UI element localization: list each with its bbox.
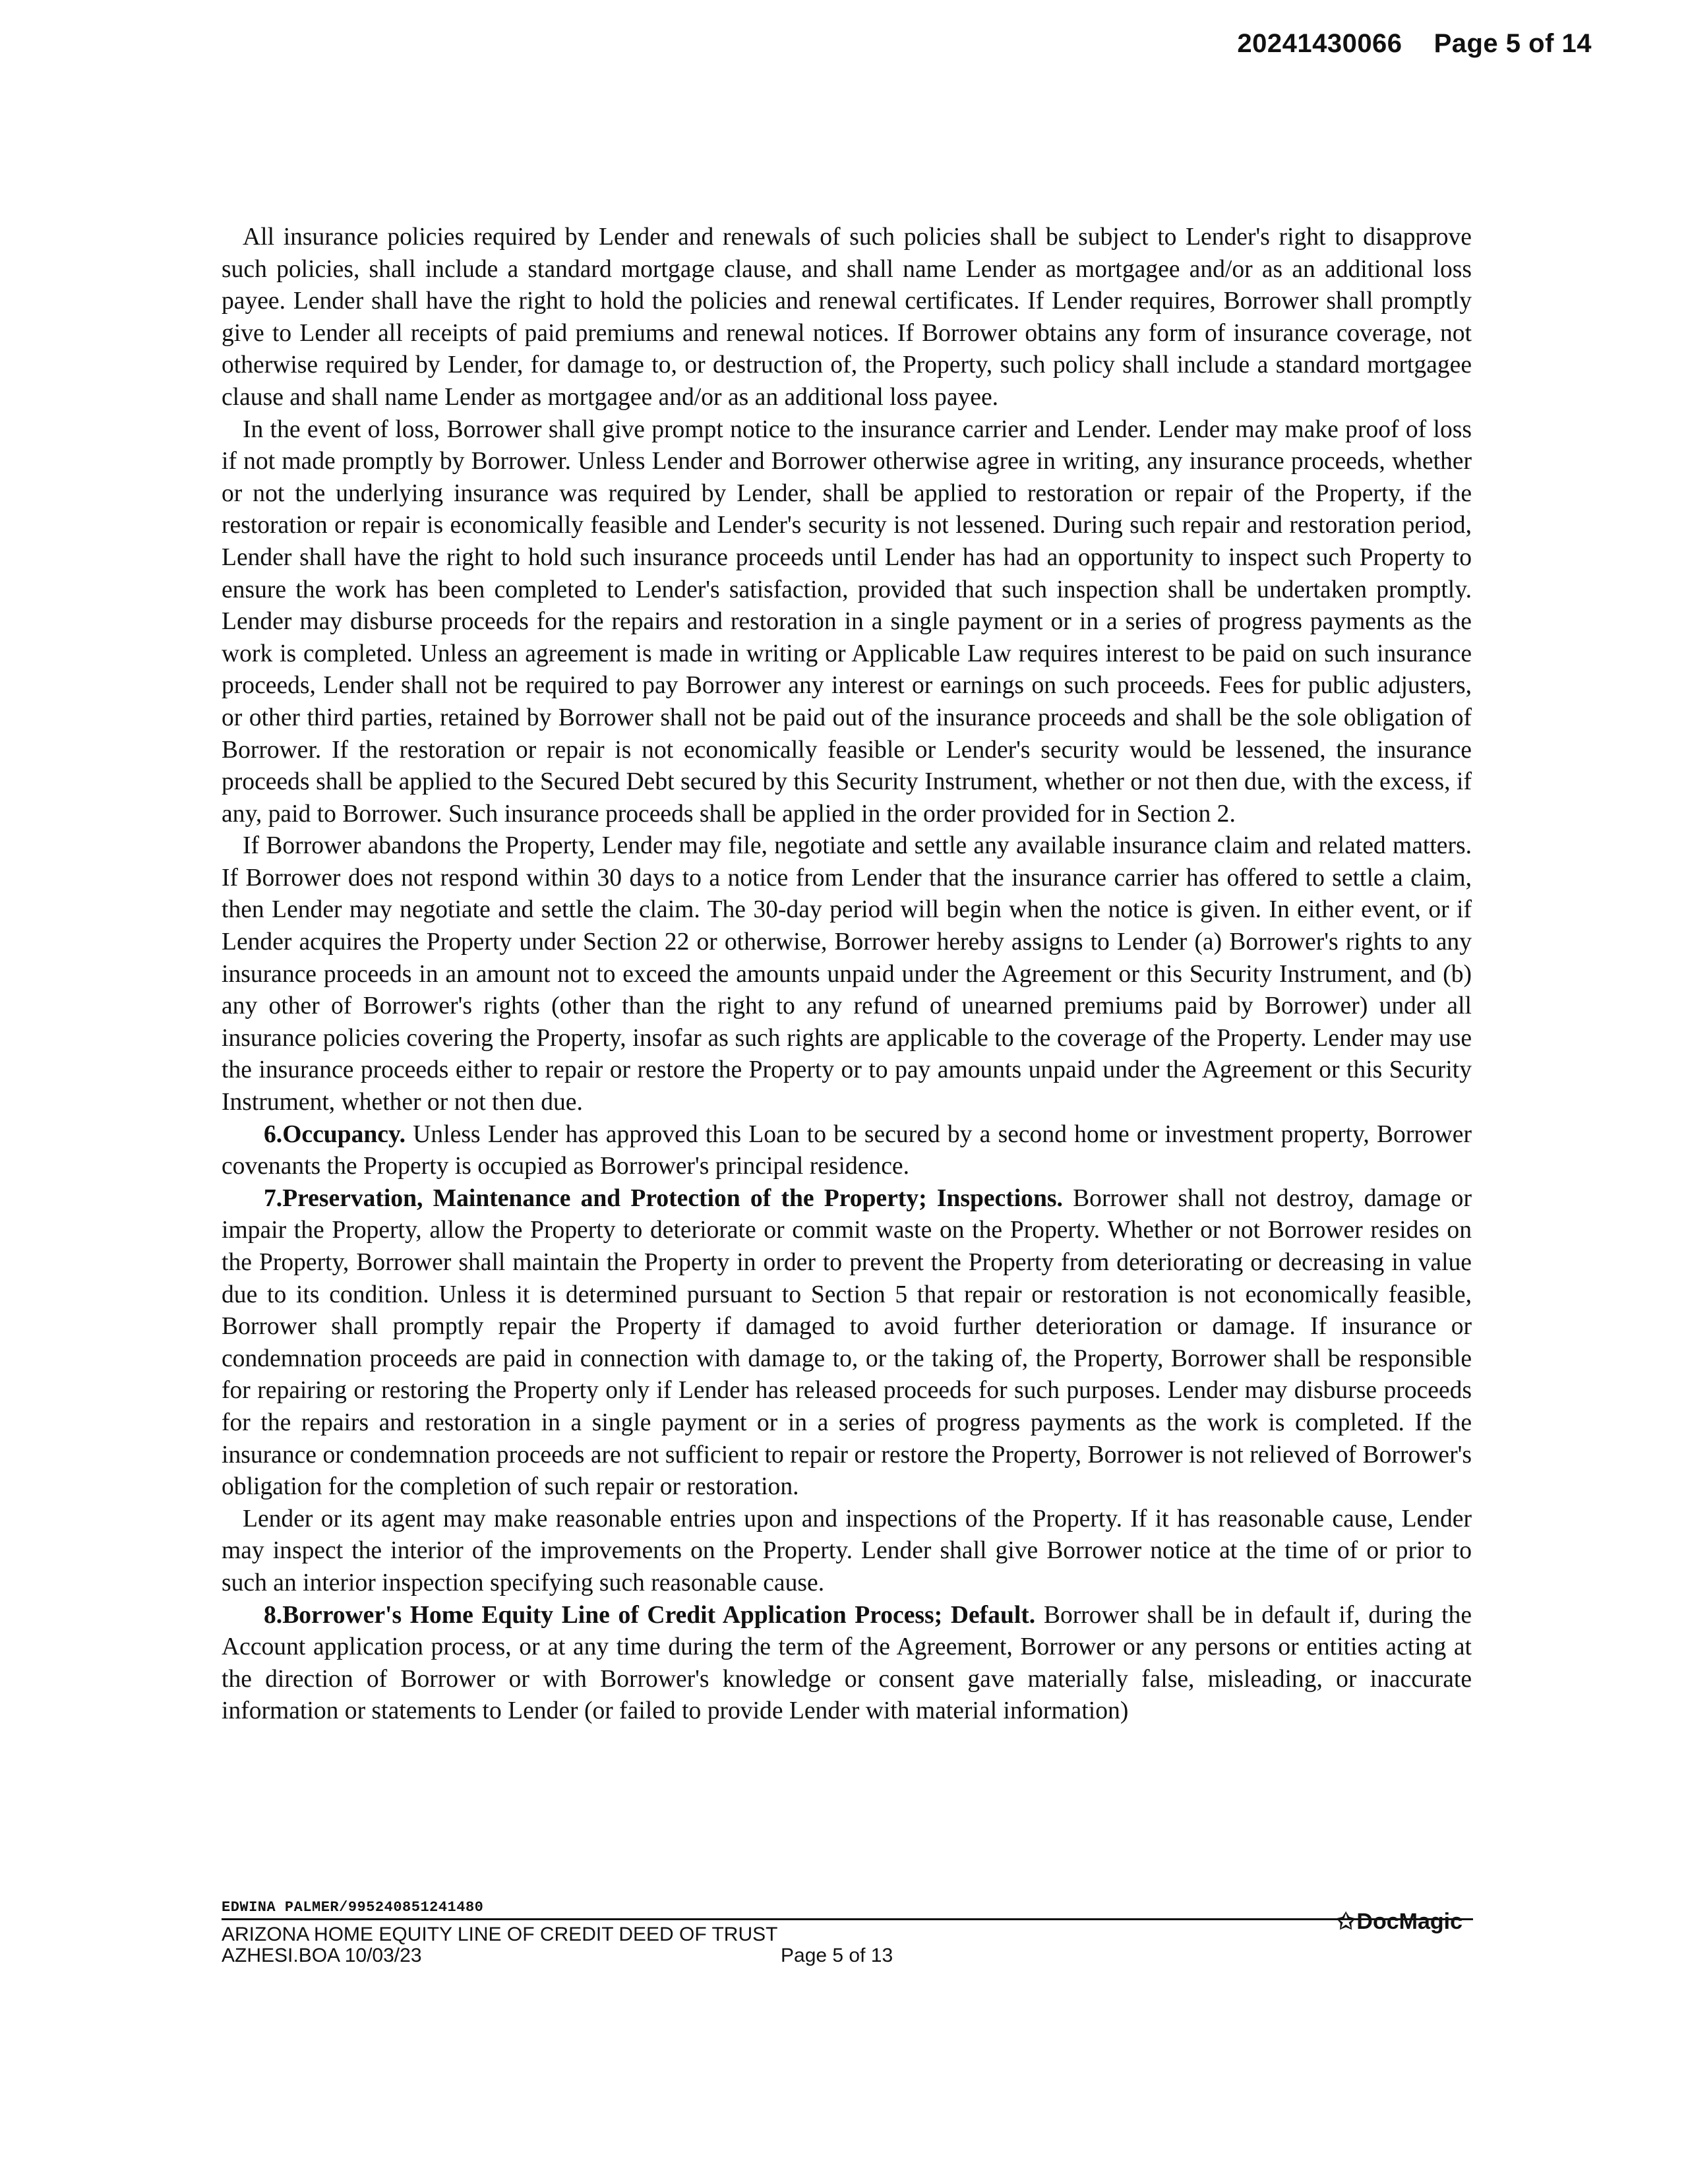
section-heading: Borrower's Home Equity Line of Credit Application Process; Default. xyxy=(282,1601,1036,1629)
section-number: 6. xyxy=(264,1120,283,1148)
paragraph-inspections: Lender or its agent may make reasonable entries upon and inspections of the Property. If it has reasonable cause, Lender may inspect the interior of the improvements on the Property. Lender shall give Borrower notice at the time of or prior to such an interior inspection specifying such reasonable cause. xyxy=(222,1505,1472,1596)
section-6-occupancy xyxy=(222,1119,1472,1183)
star-icon: ✩ xyxy=(1336,1909,1356,1934)
docmagic-logo xyxy=(1337,1908,1462,1935)
paragraph-insurance-policies: All insurance policies required by Lender and renewals of such policies shall be subject to Lender's right to disapprove such policies, shall include a standard mortgage clause, and shall name Lender as mortgagee and/or as an additional loss payee. Lender shall have the right to hold the policies and renewal certificates. If Lender requires, Borrower shall promptly give to Lender all receipts of paid premiums and renewal notices. If Borrower obtains any form of insurance coverage, not otherwise required by Lender, for damage to, or destruction of, the Property, such policy shall include a standard mortgagee clause and shall name Lender as mortgagee and/or as an additional loss payee. xyxy=(222,224,1472,411)
form-page-number: Page 5 of 13 xyxy=(781,1945,893,1966)
section-8-application-default xyxy=(222,1600,1472,1728)
brand-name: DocMagic xyxy=(1356,1909,1462,1934)
section-heading: Preservation, Maintenance and Protection of the Property; Inspections. xyxy=(282,1184,1063,1212)
section-number: 7. xyxy=(264,1184,283,1212)
section-text: Unless Lender has approved this Loan to be secured by a second home or investment property, Borrower covenants the Property is occupied as Borrower's principal residence. xyxy=(222,1120,1472,1180)
recording-page: Page 5 of 14 xyxy=(1433,29,1592,58)
section-7-preservation xyxy=(222,1183,1472,1503)
section-text: Borrower shall not destroy, damage or impair the Property, allow the Property to deteriorate or commit waste on the Property. Whether or not Borrower resides on the Property, Borrower shall maintain the Property in order to prevent the Property from deteriorating or decreasing in value due to its condition. Unless it is determined pursuant to Section 5 that repair or restoration is not economically feasible, Borrower shall promptly repair the Property if damaged to avoid further deterioration or damage. If insurance or condemnation proceeds are paid in connection with damage to, or the taking of, the Property, Borrower shall be responsible for repairing or restoring the Property only if Lender has released proceeds for such purposes. Lender may disburse proceeds for the repairs and restoration in a single payment or in a series of progress payments as the work is completed. If the insurance or condemnation proceeds are not sufficient to repair or restore the Property, Borrower is not relieved of Borrower's obligation for the completion of such repair or restoration. xyxy=(222,1184,1472,1501)
page-footer xyxy=(222,1899,1473,1966)
borrower-reference: EDWINA PALMER/995240851241480 xyxy=(222,1899,1473,1920)
section-heading: Occupancy. xyxy=(282,1120,406,1148)
form-code-row xyxy=(222,1945,1473,1966)
section-number: 8. xyxy=(264,1601,283,1629)
section-text: Borrower shall be in default if, during the Account application process, or at any time during the term of the Agreement, Borrower or any persons or entities acting at the direction of Borrower or with Borrower's knowledge or consent gave materially false, misleading, or inaccurate information or statements to Lender (or failed to provide Lender with material information) xyxy=(222,1601,1472,1725)
recording-header xyxy=(1237,29,1592,59)
form-code: AZHESI.BOA 10/03/23 xyxy=(222,1945,422,1966)
paragraph-event-of-loss: In the event of loss, Borrower shall give prompt notice to the insurance carrier and Lender. Lender may make proof of loss if not made promptly by Borrower. Unless Lender and Borrower otherwise agree in writing, any insurance proceeds, whether or not the underlying insurance was required by Lender, shall be applied to restoration or repair of the Property, if the restoration or repair is economically feasible and Lender's security is not lessened. During such repair and restoration period, Lender shall have the right to hold such insurance proceeds until Lender has had an opportunity to inspect such Property to ensure the work has been completed to Lender's satisfaction, provided that such inspection shall be undertaken promptly. Lender may disburse proceeds for the repairs and restoration in a single payment or in a series of progress payments as the work is completed. Unless an agreement is made in writing or Applicable Law requires interest to be paid on such insurance proceeds, Lender shall not be required to pay Borrower any interest or earnings on such proceeds. Fees for public adjusters, or other third parties, retained by Borrower shall not be paid out of the insurance proceeds and shall be the sole obligation of Borrower. If the restoration or repair is not economically feasible or Lender's security would be lessened, the insurance proceeds shall be applied to the Secured Debt secured by this Security Instrument, whether or not then due, with the excess, if any, paid to Borrower. Such insurance proceeds shall be applied in the order provided for in Section 2. xyxy=(222,415,1472,828)
document-body xyxy=(222,222,1472,1728)
recording-number: 20241430066 xyxy=(1237,29,1402,58)
form-title: ARIZONA HOME EQUITY LINE OF CREDIT DEED OF TRUST xyxy=(222,1924,778,1945)
paragraph-abandonment: If Borrower abandons the Property, Lender may file, negotiate and settle any available insurance claim and related matters. If Borrower does not respond within 30 days to a notice from Lender that the insurance carrier has offered to settle a claim, then Lender may negotiate and settle the claim. The 30-day period will begin when the notice is given. In either event, or if Lender acquires the Property under Section 22 or otherwise, Borrower hereby assigns to Lender (a) Borrower's rights to any insurance proceeds in an amount not to exceed the amounts unpaid under the Agreement or this Security Instrument, and (b) any other of Borrower's rights (other than the right to any refund of unearned premiums paid by Borrower) under all insurance policies covering the Property, insofar as such rights are applicable to the coverage of the Property. Lender may use the insurance proceeds either to repair or restore the Property or to pay amounts unpaid under the Agreement or this Security Instrument, whether or not then due. xyxy=(222,832,1472,1116)
